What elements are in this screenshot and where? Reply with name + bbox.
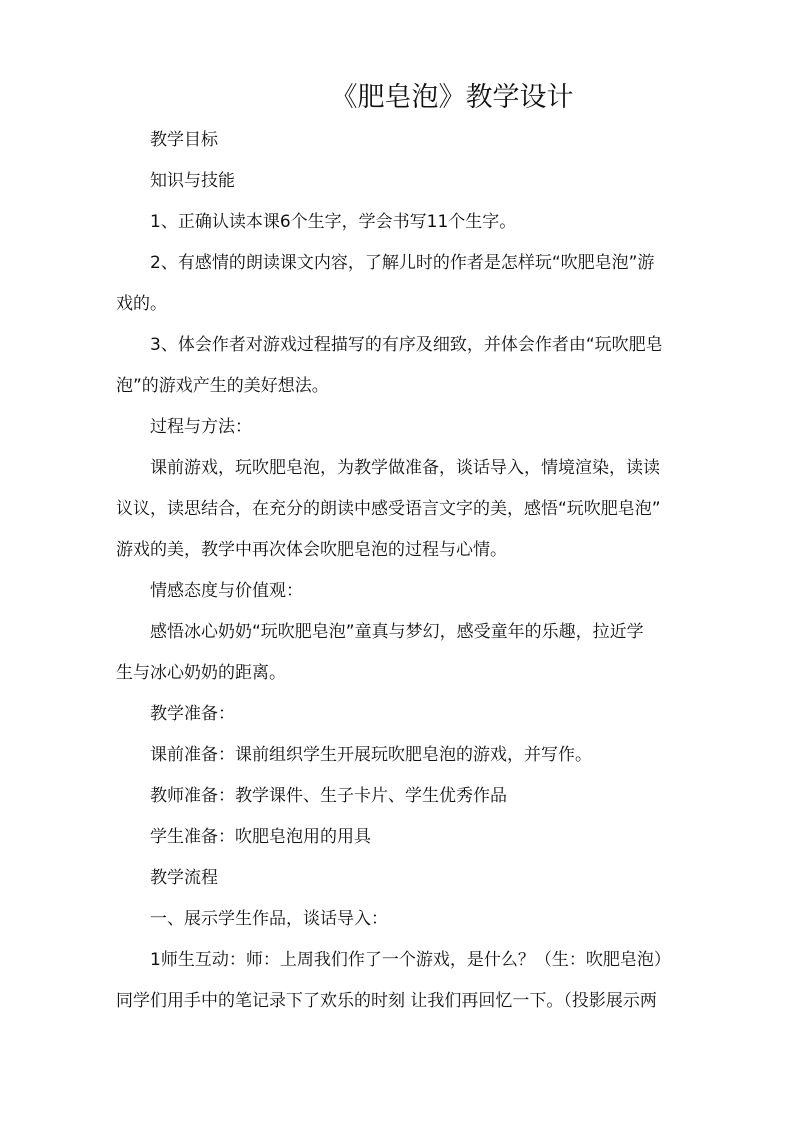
text-line: 教学流程	[150, 868, 218, 888]
text-line: 戏的。	[116, 294, 167, 314]
text-line: 教师准备：教学课件、生子卡片、学生优秀作品	[150, 786, 507, 806]
text-line: 游戏的美，教学中再次体会吹肥皂泡的过程与心情。	[116, 540, 507, 560]
text-line: 2、有感情的朗读课文内容，了解儿时的作者是怎样玩“吹肥皂泡”游	[150, 253, 655, 273]
text-line: 教学目标	[150, 130, 218, 150]
text-line: 泡”的游戏产生的美好想法。	[116, 376, 329, 396]
text-line: 知识与技能	[150, 171, 235, 191]
text-line: 1、正确认读本课6个生字，学会书写11个生字。	[150, 212, 517, 232]
text-line: 教学准备：	[150, 704, 235, 724]
text-line: 同学们用手中的笔记录下了欢乐的时刻 让我们再回忆一下。（投影展示两	[116, 991, 657, 1011]
text-line: 情感态度与价值观：	[150, 581, 303, 601]
text-line: 过程与方法：	[150, 417, 252, 437]
text-line: 学生准备：吹肥皂泡用的用具	[150, 827, 371, 847]
text-line: 课前游戏，玩吹肥皂泡，为教学做准备，谈话导入，情境渲染，读读	[150, 458, 660, 478]
text-line: 生与冰心奶奶的距离。	[116, 663, 286, 683]
document-body	[116, 120, 710, 1022]
text-line: 议议，读思结合，在充分的朗读中感受语言文字的美，感悟“玩吹肥皂泡”	[116, 499, 661, 519]
text-line: 一、展示学生作品，谈话导入：	[150, 909, 388, 929]
text-line: 课前准备：课前组织学生开展玩吹肥皂泡的游戏，并写作。	[150, 745, 592, 765]
text-line: 感悟冰心奶奶“玩吹肥皂泡”童真与梦幻，感受童年的乐趣，拉近学	[150, 622, 644, 642]
text-line: 3、体会作者对游戏过程描写的有序及细致，并体会作者由“玩吹肥皂	[150, 335, 663, 355]
document-title: 《肥皂泡》教学设计	[330, 82, 574, 113]
text-line: 1师生互动：师：上周我们作了一个游戏，是什么？（生：吹肥皂泡）	[150, 950, 671, 970]
